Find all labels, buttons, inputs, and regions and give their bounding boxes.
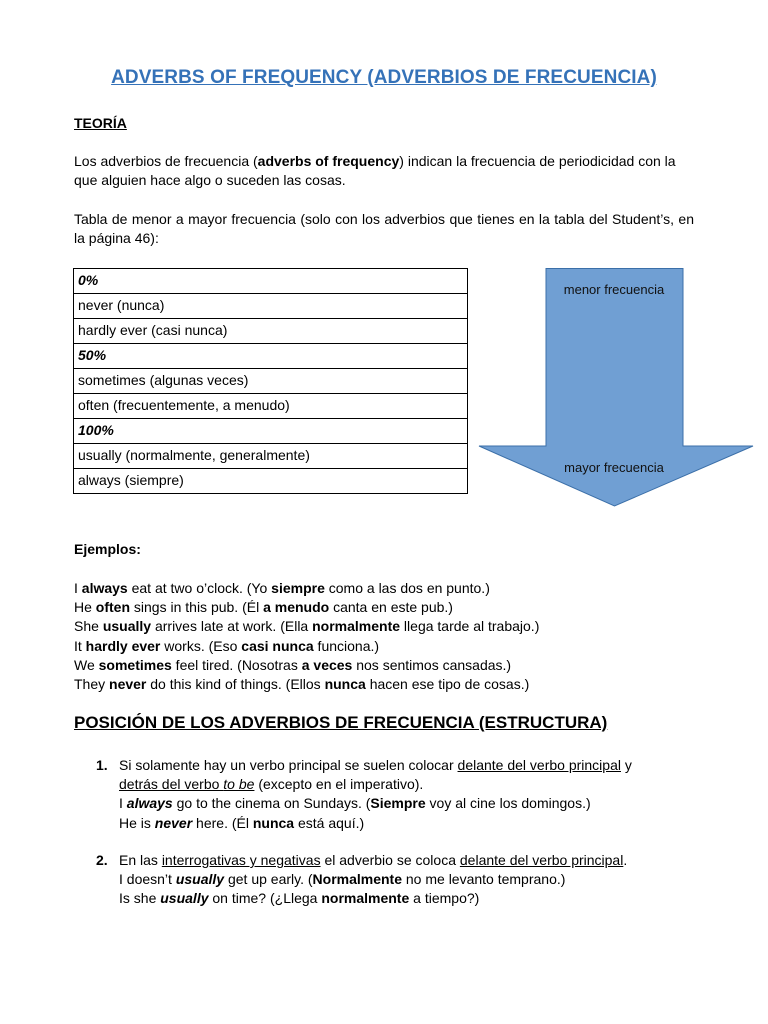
- frequency-table: [73, 268, 468, 494]
- frequency-arrow: [478, 268, 758, 510]
- document-title: ADVERBS OF FREQUENCY (ADVERBIOS DE FRECUENCIA): [111, 67, 657, 88]
- position-heading: POSICIÓN DE LOS ADVERBIOS DE FRECUENCIA (ESTRUCTURA): [74, 713, 608, 732]
- table-row-percent: [74, 269, 468, 294]
- rule-item-2: [96, 851, 706, 909]
- arrow-bottom-label: mayor frecuencia: [564, 460, 664, 475]
- rule-text: En las interrogativas y negativas el adverbio se coloca delante del verbo principal.: [119, 852, 628, 868]
- example-line: He often sings in this pub. (Él a menudo canta en este pub.): [74, 599, 453, 616]
- examples-list: [74, 579, 539, 694]
- rule-item-1: [96, 756, 706, 833]
- rule-example: He is never here. (Él nunca está aquí.): [119, 814, 365, 831]
- adverb-cell: often (frecuentemente, a menudo): [74, 394, 468, 419]
- rule-example: I doesn’t usually get up early. (Normalmente no me levanto temprano.): [119, 871, 566, 888]
- example-line: I always eat at two o’clock. (Yo siempre como a las dos en punto.): [74, 580, 490, 596]
- adverb-cell: always (siempre): [74, 469, 468, 494]
- rule-number: 1.: [96, 757, 108, 773]
- rule-number: 2.: [96, 852, 108, 868]
- intro-paragraph: Los adverbios de frecuencia (adverbs of frequency) indican la frecuencia de periodicidad con la que alguien hace algo o suceden las cosas.: [74, 153, 676, 188]
- adverb-cell: hardly ever (casi nunca): [74, 319, 468, 344]
- percent-cell: 100%: [74, 419, 468, 444]
- percent-cell: 0%: [74, 269, 468, 294]
- rule-example: I always go to the cinema on Sundays. (Siempre voy al cine los domingos.): [119, 795, 591, 812]
- adverb-cell: usually (normalmente, generalmente): [74, 444, 468, 469]
- rule-example: Is she usually on time? (¿Llega normalmente a tiempo?): [119, 890, 480, 907]
- table-row: [74, 294, 468, 319]
- example-line: It hardly ever works. (Eso casi nunca funciona.): [74, 637, 380, 654]
- theory-heading: TEORÍA: [74, 115, 127, 131]
- table-row: [74, 394, 468, 419]
- table-row-percent: [74, 344, 468, 369]
- rule-text: Si solamente hay un verbo principal se suelen colocar delante del verbo principal y detrás del verbo to be (excepto en el imperativo).: [119, 757, 632, 793]
- table-row: [74, 469, 468, 494]
- table-row: [74, 369, 468, 394]
- percent-cell: 50%: [74, 344, 468, 369]
- arrow-top-label: menor frecuencia: [563, 282, 665, 297]
- examples-heading: Ejemplos:: [74, 541, 141, 557]
- table-row: [74, 444, 468, 469]
- example-line: We sometimes feel tired. (Nosotras a veces nos sentimos cansadas.): [74, 656, 512, 673]
- table-row: [74, 319, 468, 344]
- adverb-cell: sometimes (algunas veces): [74, 369, 468, 394]
- adverb-cell: never (nunca): [74, 294, 468, 319]
- table-intro-paragraph: Tabla de menor a mayor frecuencia (solo con los adverbios que tienes en la tabla del Student’s, en la página 46):: [74, 211, 694, 246]
- table-row-percent: [74, 419, 468, 444]
- example-line: They never do this kind of things. (Ellos nunca hacen ese tipo de cosas.): [74, 676, 530, 693]
- example-line: She usually arrives late at work. (Ella normalmente llega tarde al trabajo.): [74, 618, 540, 635]
